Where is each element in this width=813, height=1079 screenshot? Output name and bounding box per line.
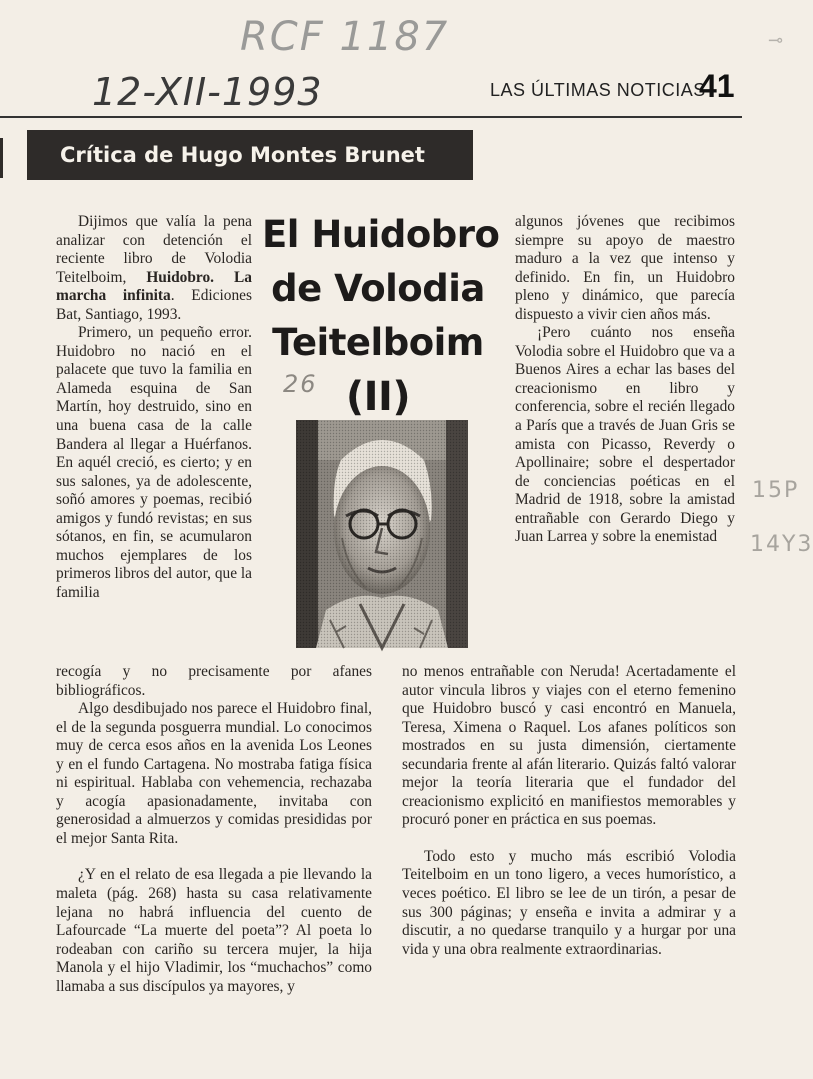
headline-line-4: (II) — [345, 374, 411, 420]
lower-right-continuation: no menos entrañable con Neruda! Acertadamente el autor vincula libros y viajes con el eterno femenino que Huidobro buscó y casi encontró en Manuela, Teresa, Ximena o Raquel. Los afanes políticos son mostrados en su justa dimensión, ciertamente secundaria frente al afán literario. Quizás faltó valorar mejor la teoría literaria que el fundador del creacionismo explicitó en manifiestos memorables y procuró poner en práctica en sus poemas. — [402, 663, 736, 829]
lower-left-continuation: recogía y no precisamente por afanes bibliográficos. — [56, 663, 372, 699]
article-column-3 — [515, 213, 735, 547]
lower-left-paragraph-4: ¿Y en el relato de esa llegada a pie llevando la maleta (pág. 268) hasta su casa relativamente lejana no habrá influencia del cuento de Lafourcade “La muerte del poeta”? Al poeta lo rodeaban con cariño su tercera mujer, la hija Manola y el hijo Vladimir, los “muchachos” como llamaba a sus discípulos ya mayores, y — [56, 866, 372, 995]
header-rule — [0, 116, 742, 118]
archive-code-handwriting: RCF 1187 — [240, 14, 450, 60]
headline-line-2: de Volodia — [271, 267, 485, 310]
column-1-paragraph-2: Primero, un pequeño error. Huidobro no nació en el palacete que tuvo la familia en Alameda esquina de San Martín, hoy destruido, sino en una buena casa de la calle Bandera al llegar a Huérfanos. En aquél creció, es cierto; y en sus salones, ya de adolescente, soñó amores y poemas, recibió amigos y fundó revistas; en sus sótanos, en fin, se acumularon muchos ejemplares de los primeros libros del autor, que la familia — [56, 324, 252, 601]
margin-note-2: 14Y3 — [750, 532, 813, 557]
lower-left-paragraph-3: Algo desdibujado nos parece el Huidobro final, el de la segunda posguerra mundial. Lo conocimos muy de cerca esos años en la avenida Los Leones y en el fundo Cartagena. No mostraba fatiga física ni espiritual. Hablaba con vehemencia, rechazaba y acogía apasionadamente, invitaba con generosidad a almuerzos y comidas presididas por el mejor Santa Rita. — [56, 700, 372, 847]
page-number: 41 — [699, 68, 735, 104]
article-lower-right-block — [402, 663, 736, 959]
corner-mark: ⊸ — [768, 30, 786, 51]
article-column-1 — [56, 213, 252, 602]
margin-note-1: 15P — [752, 478, 800, 503]
lower-right-paragraph-3: Todo esto y mucho más escribió Volodia Teitelboim en un tono ligero, a veces humorístico, a veces poético. El libro se lee de un tirón, a pesar de sus 300 páginas; y enseña e invita a admirar y a discutir, a no quedarse tranquilo y a hurgar por una vida y una obra realmente extraordinarias. — [402, 847, 736, 958]
headline-line-1: El Huidobro — [262, 213, 500, 256]
author-portrait-photo — [296, 420, 468, 648]
banner-edge-mark — [0, 138, 3, 178]
intro-text: Dijimos que valía la pena analizar con detención el reciente libro de Volodia Teitelboim, — [56, 213, 252, 286]
date-handwriting: 12-XII-1993 — [92, 70, 323, 114]
page-note-handwriting: 26 — [283, 370, 318, 398]
critic-banner — [27, 130, 473, 180]
column-3-paragraph-2: ¡Pero cuánto nos enseña Volodia sobre el Huidobro que va a Buenos Aires a echar las bases del creacionismo en libro y conferencia, sobre el recién llegado a París que a través de Juan Gris se amista con Picasso, Reverdy o Apollinaire; sobre el despertador de conciencias poéticas en el Madrid de 1918, sobre la amistad entrañable con Gerardo Diego y Juan Larrea y sobre la enemistad — [515, 324, 735, 546]
column-1-paragraph-1 — [56, 213, 252, 324]
article-lower-left-block — [56, 663, 372, 996]
newspaper-name: LAS ÚLTIMAS NOTICIAS — [490, 80, 706, 100]
intro-end-text: . Ediciones Bat, Santiago, 1993. — [56, 287, 252, 323]
column-3-paragraph-1: algunos jóvenes que recibimos siempre su apoyo de maestro maduro a la vez que intenso y definido. En fin, un Huidobro pleno y dinámico, que parecía dispuesto a vivir cien años más. — [515, 213, 735, 323]
book-title: Huidobro. La marcha infinita — [56, 268, 252, 305]
headline-line-3: Teitelboim — [272, 321, 484, 364]
critic-banner-label: Crítica de Hugo Montes Brunet — [60, 143, 425, 167]
